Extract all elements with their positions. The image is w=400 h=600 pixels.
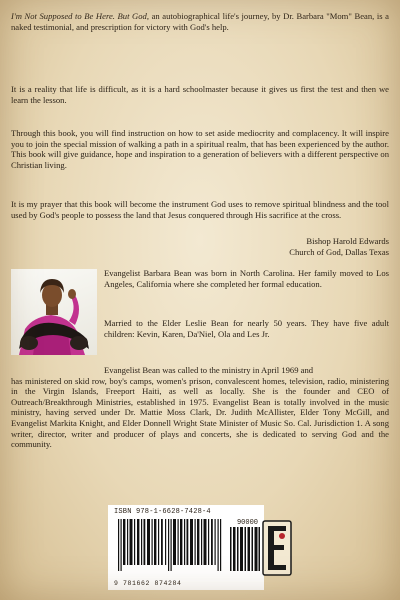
price-barcode-bars — [230, 527, 260, 571]
bio-paragraph-3-text: has ministered on skid row, boy's camps, women's prison, convalescent homes, television, radio, ministering in the Virgin Islands, Freeport Haiti, as well as locally. She is the founder and CEO of Outreach/Breakthrough Ministries, established in 1975. Evangelist Bean is totally involved in the music ministry, having served under Dr. Mattie Moss Clark, Dr. Judith McAllister, Elder Tony McGill, and Evangelist Markita Knight, and Elder Donnell Wright State Minister of Music So. Cal. Jurisdiction 1. A song writer, director, writer and producer of plays and concerts, she is dedicated to serving God and the community. — [11, 375, 389, 450]
reviewer-organization: Church of God, Dallas Texas — [289, 247, 389, 257]
review-paragraph-2: It is a reality that life is difficult, as it is a hard schoolmaster because it gives us first the test and then we learn the lesson. — [11, 84, 389, 105]
book-title: I'm Not Supposed to Be Here. But God — [11, 11, 147, 21]
review-paragraph-1 — [11, 11, 389, 32]
barcode-bars — [118, 519, 222, 571]
bio-paragraph-3-first-line: Evangelist Bean was called to the ministry in April 1969 and — [104, 365, 314, 375]
reviewer-name: Bishop Harold Edwards — [306, 236, 389, 246]
author-portrait-image — [11, 269, 97, 355]
price-code: 90000 — [236, 519, 258, 527]
bio-paragraph-2: Married to the Elder Leslie Bean for nearly 50 years. They have five adult children: Kevin, Karen, Da'Niel, Ola and Les Jr. — [104, 318, 389, 339]
bio-paragraph-1: Evangelist Barbara Bean was born in North Carolina. Her family moved to Los Angeles, California where she completed her formal education. — [104, 268, 389, 289]
bio-paragraph-3 — [11, 365, 389, 450]
isbn-text: ISBN 978-1-6628-7428-4 — [114, 508, 211, 516]
publisher-logo-icon — [262, 520, 292, 576]
barcode-digits: 9 781662 874284 — [114, 580, 182, 587]
review-paragraph-3: Through this book, you will find instruction on how to set aside mediocrity and complacency. It will inspire you to join the special mission of walking a path in a spiritual realm, that has been experienced by the author. This book will give guidance, hope and inspiration to a generation of believers with a different perspective on Christian living. — [11, 128, 389, 170]
review-paragraph-4: It is my prayer that this book will become the instrument God uses to remove spiritual blindness and the tool used by God's people to possess the land that Jesus conquered through His sacrifice at the cross. — [11, 199, 389, 220]
review-paragraph-1-text: , an autobiographical life's journey, by Dr. Barbara "Mom" Bean, is a naked testimonial, and prescription for victory with God's help. — [11, 11, 389, 32]
isbn-barcode — [108, 505, 264, 590]
author-photo — [11, 269, 97, 355]
